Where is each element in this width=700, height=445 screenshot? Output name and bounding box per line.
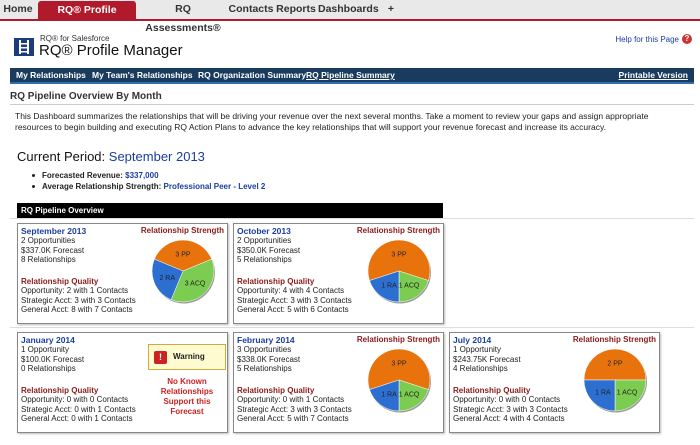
quality-line: Opportunity: 0 with 0 Contacts bbox=[453, 395, 561, 404]
printable-version-link[interactable]: Printable Version bbox=[618, 70, 688, 80]
relationship-quality-title: Relationship Quality bbox=[237, 277, 315, 286]
sub-nav bbox=[10, 68, 694, 84]
card-stat-line: $337.0K Forecast bbox=[21, 245, 85, 255]
card-quality bbox=[453, 395, 568, 424]
pie-label: 2 PP bbox=[607, 360, 623, 368]
quality-line: General Acct: 5 with 6 Contacts bbox=[237, 305, 349, 314]
tab-home[interactable]: Home bbox=[3, 3, 33, 15]
card-stats bbox=[237, 236, 300, 265]
tab-add[interactable]: + bbox=[387, 3, 395, 15]
tab-reports[interactable]: Reports bbox=[276, 3, 316, 15]
tab-rq-profile-manager[interactable]: RQ® Profile Manager bbox=[38, 1, 136, 21]
card-stat-line: 8 Relationships bbox=[21, 255, 76, 264]
forecasted-revenue-value: $337,000 bbox=[125, 171, 159, 180]
card-month-link[interactable]: February 2014 bbox=[237, 335, 295, 345]
pie-label: 1 ACQ bbox=[398, 391, 420, 399]
divider bbox=[10, 104, 694, 105]
subnav-org-summary[interactable]: RQ Organization Summary bbox=[198, 70, 307, 80]
relationship-strength-title: Relationship Strength bbox=[140, 226, 224, 235]
top-nav bbox=[0, 0, 700, 35]
section-title: RQ Pipeline Overview By Month bbox=[10, 91, 162, 102]
pie-label: 3 PP bbox=[391, 251, 407, 259]
avg-strength-row: Average Relationship Strength: Professional Peer - Level 2 bbox=[42, 182, 266, 191]
card-stat-line: 5 Relationships bbox=[237, 255, 292, 264]
current-period-value: September 2013 bbox=[108, 149, 205, 164]
card-stat-line: $243.75K Forecast bbox=[453, 354, 521, 364]
forecasted-revenue-row: Forecasted Revenue: $337,000 bbox=[42, 170, 265, 181]
card-quality bbox=[237, 286, 352, 315]
card-stat-line: 1 Opportunity bbox=[21, 345, 70, 354]
subnav-team-relationships[interactable]: My Team's Relationships bbox=[92, 70, 193, 80]
relationship-strength-title: Relationship Strength bbox=[356, 226, 440, 235]
card-stat-line: 1 Opportunity bbox=[453, 345, 502, 354]
card-stat-line: 5 Relationships bbox=[237, 364, 292, 373]
pie-label: 1 RA bbox=[381, 391, 397, 399]
avg-strength-value: Professional Peer - Level 2 bbox=[163, 182, 266, 191]
row-divider bbox=[10, 327, 694, 328]
quality-line: Strategic Acct: 3 with 3 Contacts bbox=[237, 404, 352, 414]
card-stat-line: 2 Opportunities bbox=[21, 236, 76, 245]
pie-label: 3 ACQ bbox=[184, 280, 206, 288]
pipeline-card bbox=[233, 332, 444, 433]
quality-line: Strategic Acct: 3 with 3 Contacts bbox=[237, 295, 352, 305]
warning-label: Warning bbox=[173, 352, 205, 361]
card-month-link[interactable]: July 2014 bbox=[453, 335, 492, 345]
quality-line: General Acct: 4 with 4 Contacts bbox=[453, 414, 565, 423]
current-period bbox=[17, 149, 205, 164]
warning-icon: ! bbox=[154, 351, 167, 364]
card-stat-line: 2 Opportunities bbox=[237, 236, 292, 245]
card-quality bbox=[21, 395, 136, 424]
quality-line: Strategic Acct: 3 with 3 Contacts bbox=[21, 295, 136, 305]
relationship-strength-pie bbox=[581, 346, 649, 414]
relationship-strength-pie bbox=[365, 346, 433, 414]
card-month-link[interactable]: October 2013 bbox=[237, 226, 291, 236]
pie-label: 1 RA bbox=[381, 282, 397, 290]
quality-line: Opportunity: 2 with 1 Contacts bbox=[21, 286, 129, 295]
card-stat-line: 0 Relationships bbox=[21, 364, 76, 373]
pie-label: 1 ACQ bbox=[398, 282, 420, 290]
card-stat-line: $350.0K Forecast bbox=[237, 245, 301, 255]
relationship-quality-title: Relationship Quality bbox=[21, 386, 99, 395]
pipeline-card bbox=[449, 332, 660, 433]
quality-line: Strategic Acct: 0 with 1 Contacts bbox=[21, 404, 136, 414]
quality-line: Opportunity: 0 with 0 Contacts bbox=[21, 395, 129, 404]
row-divider bbox=[10, 218, 694, 219]
relationship-strength-title: Relationship Strength bbox=[572, 335, 656, 344]
relationship-strength-pie bbox=[365, 237, 433, 305]
relationship-quality-title: Relationship Quality bbox=[21, 277, 99, 286]
tab-rq-assessments[interactable]: RQ Assessments® bbox=[145, 3, 221, 34]
subnav-my-relationships[interactable]: My Relationships bbox=[16, 70, 86, 80]
pie-label: 3 PP bbox=[391, 360, 407, 368]
card-month-link[interactable]: September 2013 bbox=[21, 226, 87, 236]
pipeline-card bbox=[233, 223, 444, 324]
pipeline-card bbox=[17, 332, 228, 433]
help-link[interactable]: Help for this Page bbox=[615, 35, 679, 44]
pie-label: 3 PP bbox=[175, 251, 191, 259]
card-stat-line: 3 Opportunities bbox=[237, 345, 292, 354]
relationship-quality-title: Relationship Quality bbox=[237, 386, 315, 395]
card-stats bbox=[453, 345, 521, 374]
quality-line: Opportunity: 4 with 4 Contacts bbox=[237, 286, 345, 295]
no-known-relationships: No Known Relationships Support this Forecast bbox=[160, 377, 214, 416]
card-quality bbox=[21, 286, 136, 315]
card-stats bbox=[237, 345, 300, 374]
card-quality bbox=[237, 395, 352, 424]
card-stat-line: 4 Relationships bbox=[453, 364, 508, 373]
sub-brand: RQ® for Salesforce bbox=[40, 34, 110, 43]
tab-dashboards[interactable]: Dashboards bbox=[318, 3, 379, 15]
card-month-link[interactable]: January 2014 bbox=[21, 335, 75, 345]
quality-line: General Acct: 8 with 7 Contacts bbox=[21, 305, 133, 314]
pie-label: 1 RA bbox=[595, 389, 611, 397]
pie-label: 1 ACQ bbox=[616, 389, 638, 397]
subnav-pipeline-summary[interactable]: RQ Pipeline Summary bbox=[306, 70, 395, 80]
quality-line: Opportunity: 0 with 1 Contacts bbox=[237, 395, 345, 404]
card-stats bbox=[21, 345, 84, 374]
page-title: RQ® Profile Manager bbox=[39, 42, 183, 59]
period-summary bbox=[42, 170, 265, 192]
tab-contacts[interactable]: Contacts bbox=[228, 3, 274, 15]
card-stats bbox=[21, 236, 84, 265]
pie-label: 2 RA bbox=[159, 275, 176, 283]
relationship-quality-title: Relationship Quality bbox=[453, 386, 531, 395]
quality-line: Strategic Acct: 3 with 3 Contacts bbox=[453, 404, 568, 414]
quality-line: General Acct: 5 with 7 Contacts bbox=[237, 414, 349, 423]
dashboard-description: This Dashboard summarizes the relationships that will be driving your revenue over the next several months. Take a moment to review your gaps and assign appropriate resources to begin building and executing RQ Action Plans to advance the key relationships that will support your revenue forecast and increase its accuracy. bbox=[15, 111, 649, 132]
ladder-logo-icon bbox=[14, 38, 34, 56]
card-stat-line: $338.0K Forecast bbox=[237, 354, 301, 364]
pipeline-card bbox=[17, 223, 228, 324]
help-icon[interactable]: ? bbox=[682, 34, 692, 44]
card-stat-line: $100.0K Forecast bbox=[21, 354, 85, 364]
relationship-strength-title: Relationship Strength bbox=[356, 335, 440, 344]
quality-line: General Acct: 0 with 1 Contacts bbox=[21, 414, 133, 423]
warning-box bbox=[148, 344, 226, 370]
current-period-label: Current Period: bbox=[17, 149, 106, 164]
pipeline-overview-header: RQ Pipeline Overview bbox=[17, 203, 443, 218]
relationship-strength-pie bbox=[149, 237, 217, 305]
